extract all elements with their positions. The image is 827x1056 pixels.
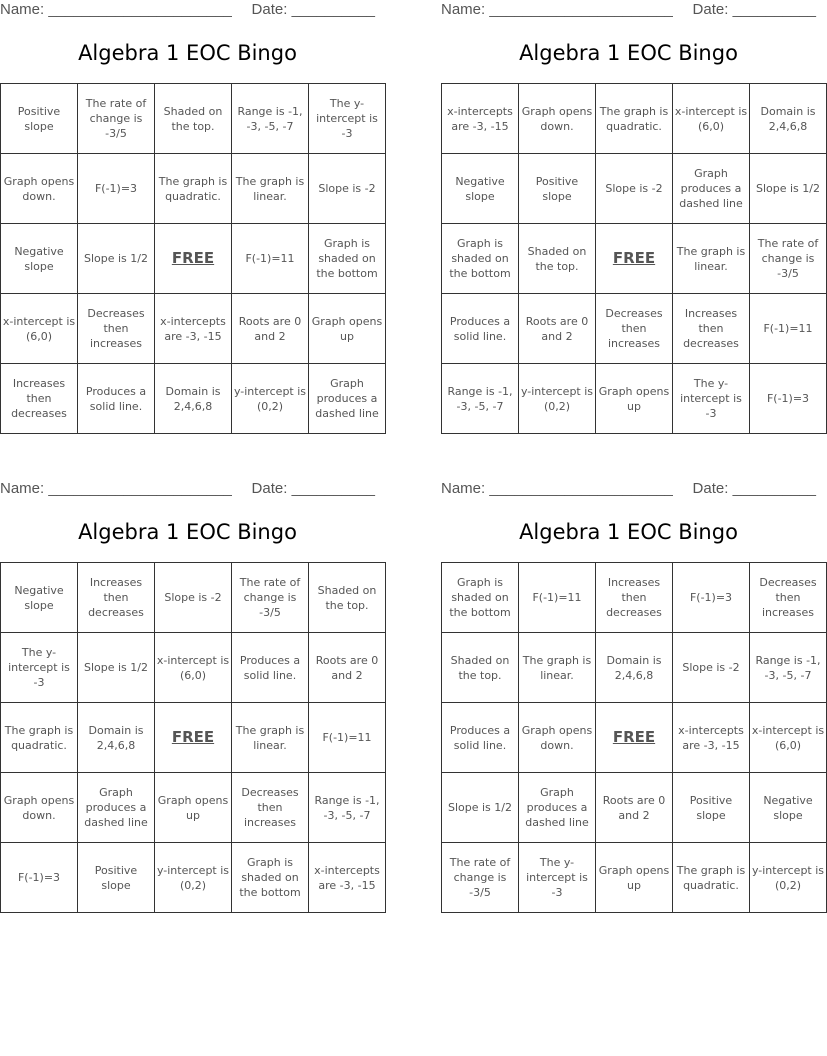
name-date-row <box>441 1 816 21</box>
bingo-cell: F(-1)=3 <box>78 154 155 224</box>
bingo-row <box>1 773 386 843</box>
bingo-grid <box>441 83 827 434</box>
bingo-cell: F(-1)=11 <box>309 703 386 773</box>
bingo-row <box>1 224 386 294</box>
bingo-cell: The rate of change is -3/5 <box>78 84 155 154</box>
bingo-cell: Slope is -2 <box>596 154 673 224</box>
bingo-cell: Negative slope <box>1 224 78 294</box>
date-field-label: Date: __________ <box>251 480 375 497</box>
bingo-row <box>1 633 386 703</box>
bingo-cell: Graph is shaded on the bottom <box>309 224 386 294</box>
bingo-cell: x-intercepts are -3, -15 <box>155 294 232 364</box>
free-space-cell: FREE <box>596 224 673 294</box>
bingo-cell: Domain is 2,4,6,8 <box>750 84 827 154</box>
bingo-cell: Negative slope <box>750 773 827 843</box>
bingo-cell: Roots are 0 and 2 <box>596 773 673 843</box>
bingo-row <box>442 773 827 843</box>
bingo-cell: Graph opens up <box>155 773 232 843</box>
bingo-card-1 <box>0 0 383 440</box>
bingo-cell: Slope is 1/2 <box>78 633 155 703</box>
bingo-cell: The graph is linear. <box>232 154 309 224</box>
bingo-row <box>442 224 827 294</box>
bingo-cell: The rate of change is -3/5 <box>750 224 827 294</box>
bingo-card-4 <box>441 479 825 919</box>
bingo-cell: Graph opens up <box>309 294 386 364</box>
bingo-cell: x-intercept is (6,0) <box>155 633 232 703</box>
name-field-label: Name: ______________________ <box>0 1 232 18</box>
bingo-grid <box>0 83 386 434</box>
bingo-row <box>442 703 827 773</box>
bingo-cell: Produces a solid line. <box>442 294 519 364</box>
name-date-row <box>441 480 816 500</box>
bingo-row <box>1 364 386 434</box>
name-date-row <box>0 1 375 21</box>
bingo-cell: Graph produces a dashed line <box>673 154 750 224</box>
bingo-cell: Decreases then increases <box>750 563 827 633</box>
bingo-cell: x-intercepts are -3, -15 <box>309 843 386 913</box>
bingo-cell: Roots are 0 and 2 <box>309 633 386 703</box>
bingo-cell: F(-1)=11 <box>519 563 596 633</box>
bingo-cell: The graph is linear. <box>519 633 596 703</box>
bingo-cell: F(-1)=3 <box>750 364 827 434</box>
bingo-row <box>442 563 827 633</box>
bingo-cell: x-intercept is (6,0) <box>673 84 750 154</box>
bingo-cell: The graph is linear. <box>673 224 750 294</box>
bingo-cell: Graph is shaded on the bottom <box>442 563 519 633</box>
card-title: Algebra 1 EOC Bingo <box>78 520 297 544</box>
bingo-row <box>1 843 386 913</box>
bingo-cell: y-intercept is (0,2) <box>519 364 596 434</box>
bingo-cell: Slope is -2 <box>309 154 386 224</box>
bingo-cell: Produces a solid line. <box>232 633 309 703</box>
bingo-cell: Slope is 1/2 <box>78 224 155 294</box>
bingo-cell: Shaded on the top. <box>442 633 519 703</box>
bingo-row <box>1 703 386 773</box>
bingo-cell: Produces a solid line. <box>442 703 519 773</box>
bingo-row <box>442 84 827 154</box>
bingo-cell: Negative slope <box>1 563 78 633</box>
bingo-cell: Slope is 1/2 <box>442 773 519 843</box>
bingo-cell: Graph opens down. <box>519 703 596 773</box>
bingo-cell: Decreases then increases <box>596 294 673 364</box>
bingo-cell: Shaded on the top. <box>309 563 386 633</box>
bingo-cell: Graph produces a dashed line <box>519 773 596 843</box>
bingo-cell: F(-1)=11 <box>232 224 309 294</box>
bingo-cell: F(-1)=3 <box>1 843 78 913</box>
bingo-row <box>442 364 827 434</box>
bingo-row <box>442 633 827 703</box>
bingo-cell: The rate of change is -3/5 <box>442 843 519 913</box>
card-title: Algebra 1 EOC Bingo <box>519 41 738 65</box>
bingo-row <box>1 84 386 154</box>
name-date-row <box>0 480 375 500</box>
bingo-cell: The rate of change is -3/5 <box>232 563 309 633</box>
bingo-row <box>1 294 386 364</box>
bingo-cell: y-intercept is (0,2) <box>155 843 232 913</box>
bingo-cell: Positive slope <box>78 843 155 913</box>
free-space-cell: FREE <box>155 224 232 294</box>
bingo-cell: x-intercept is (6,0) <box>1 294 78 364</box>
bingo-cell: Increases then decreases <box>673 294 750 364</box>
date-field-label: Date: __________ <box>692 1 816 18</box>
bingo-cell: The y-intercept is -3 <box>673 364 750 434</box>
bingo-cell: Decreases then increases <box>78 294 155 364</box>
bingo-cell: Range is -1, -3, -5, -7 <box>750 633 827 703</box>
bingo-cell: x-intercepts are -3, -15 <box>442 84 519 154</box>
bingo-cell: F(-1)=3 <box>673 563 750 633</box>
date-field-label: Date: __________ <box>251 1 375 18</box>
bingo-cell: Graph produces a dashed line <box>78 773 155 843</box>
bingo-cell: Roots are 0 and 2 <box>232 294 309 364</box>
bingo-cell: Increases then decreases <box>596 563 673 633</box>
bingo-cell: Negative slope <box>442 154 519 224</box>
bingo-cell: Decreases then increases <box>232 773 309 843</box>
bingo-cell: Graph opens down. <box>1 154 78 224</box>
bingo-card-3 <box>0 479 380 919</box>
bingo-cell: Graph opens up <box>596 843 673 913</box>
bingo-cell: Slope is 1/2 <box>750 154 827 224</box>
bingo-cell: Increases then decreases <box>78 563 155 633</box>
bingo-cell: The graph is quadratic. <box>673 843 750 913</box>
bingo-cell: y-intercept is (0,2) <box>232 364 309 434</box>
bingo-cell: F(-1)=11 <box>750 294 827 364</box>
bingo-row <box>1 563 386 633</box>
bingo-cell: Increases then decreases <box>1 364 78 434</box>
bingo-cell: The y-intercept is -3 <box>519 843 596 913</box>
bingo-cell: Domain is 2,4,6,8 <box>155 364 232 434</box>
bingo-cell: The y-intercept is -3 <box>1 633 78 703</box>
bingo-row <box>1 154 386 224</box>
name-field-label: Name: ______________________ <box>0 480 232 497</box>
name-field-label: Name: ______________________ <box>441 480 673 497</box>
bingo-cell: Graph is shaded on the bottom <box>442 224 519 294</box>
bingo-cell: x-intercepts are -3, -15 <box>673 703 750 773</box>
bingo-cell: Roots are 0 and 2 <box>519 294 596 364</box>
bingo-cell: Range is -1, -3, -5, -7 <box>232 84 309 154</box>
bingo-cell: Domain is 2,4,6,8 <box>596 633 673 703</box>
name-field-label: Name: ______________________ <box>441 1 673 18</box>
bingo-cell: The graph is linear. <box>232 703 309 773</box>
date-field-label: Date: __________ <box>692 480 816 497</box>
bingo-row <box>442 843 827 913</box>
bingo-grid <box>441 562 827 913</box>
bingo-cell: Slope is -2 <box>155 563 232 633</box>
card-title: Algebra 1 EOC Bingo <box>78 41 297 65</box>
bingo-cell: Graph opens down. <box>1 773 78 843</box>
bingo-cell: The y-intercept is -3 <box>309 84 386 154</box>
bingo-cell: Graph opens up <box>596 364 673 434</box>
free-space-cell: FREE <box>596 703 673 773</box>
bingo-grid <box>0 562 386 913</box>
bingo-cell: Graph produces a dashed line <box>309 364 386 434</box>
bingo-cell: x-intercept is (6,0) <box>750 703 827 773</box>
bingo-cell: The graph is quadratic. <box>596 84 673 154</box>
bingo-cell: Graph is shaded on the bottom <box>232 843 309 913</box>
bingo-cell: Produces a solid line. <box>78 364 155 434</box>
bingo-row <box>442 294 827 364</box>
bingo-cell: Positive slope <box>673 773 750 843</box>
bingo-row <box>442 154 827 224</box>
bingo-cell: The graph is quadratic. <box>155 154 232 224</box>
bingo-cell: Range is -1, -3, -5, -7 <box>442 364 519 434</box>
bingo-cell: Positive slope <box>519 154 596 224</box>
bingo-card-2 <box>441 0 820 440</box>
bingo-cell: Range is -1, -3, -5, -7 <box>309 773 386 843</box>
free-space-cell: FREE <box>155 703 232 773</box>
card-title: Algebra 1 EOC Bingo <box>519 520 738 544</box>
bingo-cell: Shaded on the top. <box>519 224 596 294</box>
bingo-cell: y-intercept is (0,2) <box>750 843 827 913</box>
bingo-cell: Positive slope <box>1 84 78 154</box>
bingo-cell: Graph opens down. <box>519 84 596 154</box>
bingo-cell: Domain is 2,4,6,8 <box>78 703 155 773</box>
bingo-cell: Slope is -2 <box>673 633 750 703</box>
bingo-cell: The graph is quadratic. <box>1 703 78 773</box>
bingo-cell: Shaded on the top. <box>155 84 232 154</box>
